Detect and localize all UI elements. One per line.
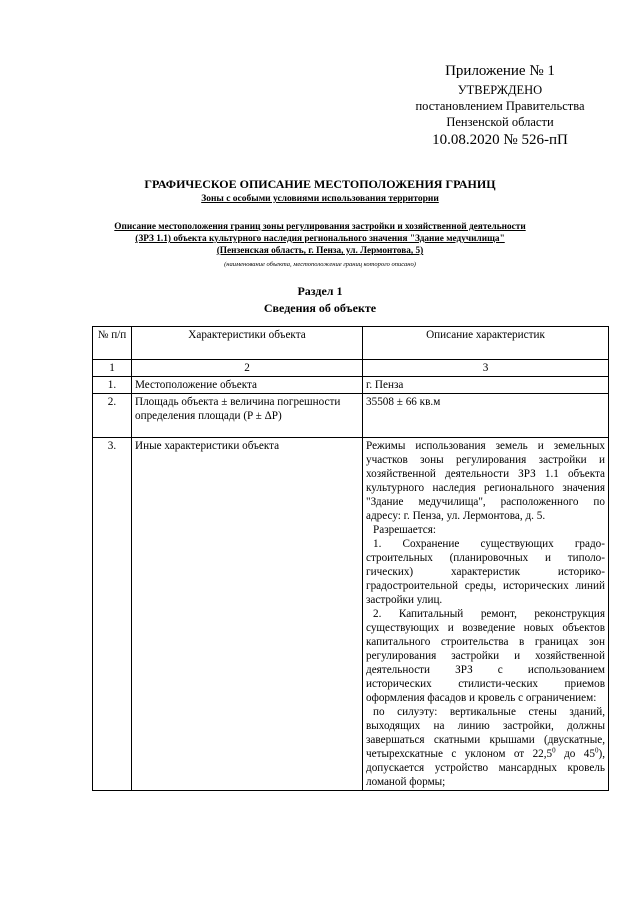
row-num: 3. bbox=[93, 438, 132, 791]
appendix-label: Приложение № 1 bbox=[445, 63, 555, 79]
object-info-table bbox=[92, 326, 609, 791]
row-name: Местоположение объекта bbox=[132, 377, 363, 394]
row-name: Иные характеристики объекта bbox=[132, 438, 363, 791]
description-line-2: (ЗРЗ 1.1) объекта культурного наследия регионального значения "Здание медучилища" bbox=[135, 234, 505, 244]
table-row bbox=[93, 377, 609, 394]
document-title: ГРАФИЧЕСКОЕ ОПИСАНИЕ МЕСТОПОЛОЖЕНИЯ ГРАНИЦ bbox=[144, 177, 496, 191]
header-cell-characteristics: Характеристики объекта bbox=[132, 327, 363, 360]
header-cell-description: Описание характеристик bbox=[363, 327, 609, 360]
table-row bbox=[93, 438, 609, 791]
index-cell-1: 1 bbox=[93, 360, 132, 377]
allowed-label: Разрешается: bbox=[373, 524, 436, 536]
regimes-intro: Режимы использования земель и земельных участков зоны регулирования застройки и хозяйственной деятельности ЗРЗ 1.1 объекта культурного наследия регионального значения "Здание медучилища", расположенного по адресу: г. Пенза, ул. Лермонтова, д. 5. bbox=[366, 440, 605, 522]
table-row bbox=[93, 394, 609, 438]
header-cell-num: № п/п bbox=[93, 327, 132, 360]
index-cell-2: 2 bbox=[132, 360, 363, 377]
object-description bbox=[40, 221, 600, 257]
index-cell-3: 3 bbox=[363, 360, 609, 377]
table-header-row bbox=[93, 327, 609, 360]
allowed-item-1: 1. Сохранение существующих градо-строительных (планировочных и типоло-гических) характеристик историко-градостроительной среды, исторических линий застройки улиц. bbox=[366, 538, 605, 606]
row-value: 35508 ± 66 кв.м bbox=[363, 394, 609, 438]
approval-block bbox=[400, 60, 600, 150]
description-line-3: (Пензенская область, г. Пенза, ул. Лермонтова, 5) bbox=[216, 246, 424, 256]
document-subtitle: Зоны с особыми условиями использования территории bbox=[201, 194, 439, 204]
approval-date-number: 10.08.2020 № 526-пП bbox=[432, 132, 568, 148]
row-num: 1. bbox=[93, 377, 132, 394]
allowed-item-2: 2. Капитальный ремонт, реконструкция существующих и возведение новых объектов капитального строительства в границах зон регулирования застройки и хозяйственной деятельности ЗРЗ с использованием исторических стилисти-ческих приемов оформления фасадов и кровель с ограничением: bbox=[366, 608, 605, 704]
row-value-regimes bbox=[363, 438, 609, 791]
row-value: г. Пенза bbox=[363, 377, 609, 394]
silhouette-restriction: по силуэту: вертикальные стены зданий, выходящих на линию застройки, должны завершаться скатными крышами (двускатные, четырехскатные с уклоном от 22,5$^0$ до $45^0$), допускается устройство мансардных кровель ломаной формы; bbox=[366, 706, 605, 788]
approved-label: УТВЕРЖДЕНО bbox=[457, 83, 543, 97]
row-name: Площадь объекта ± величина погрешности определения площади (P ± ΔP) bbox=[132, 394, 363, 438]
approved-by-line2: Пензенской области bbox=[446, 115, 554, 129]
section-title: Раздел 1 bbox=[297, 284, 343, 298]
section-subtitle: Сведения об объекте bbox=[263, 301, 377, 315]
approved-by-line1: постановлением Правительства bbox=[415, 99, 585, 113]
section-heading bbox=[40, 283, 600, 317]
row-num: 2. bbox=[93, 394, 132, 438]
table-index-row bbox=[93, 360, 609, 377]
description-line-1: Описание местоположения границ зоны регулирования застройки и хозяйственной деятельности bbox=[114, 222, 526, 232]
description-note: (наименование объекта, местоположение границ которого описано) bbox=[224, 261, 416, 268]
